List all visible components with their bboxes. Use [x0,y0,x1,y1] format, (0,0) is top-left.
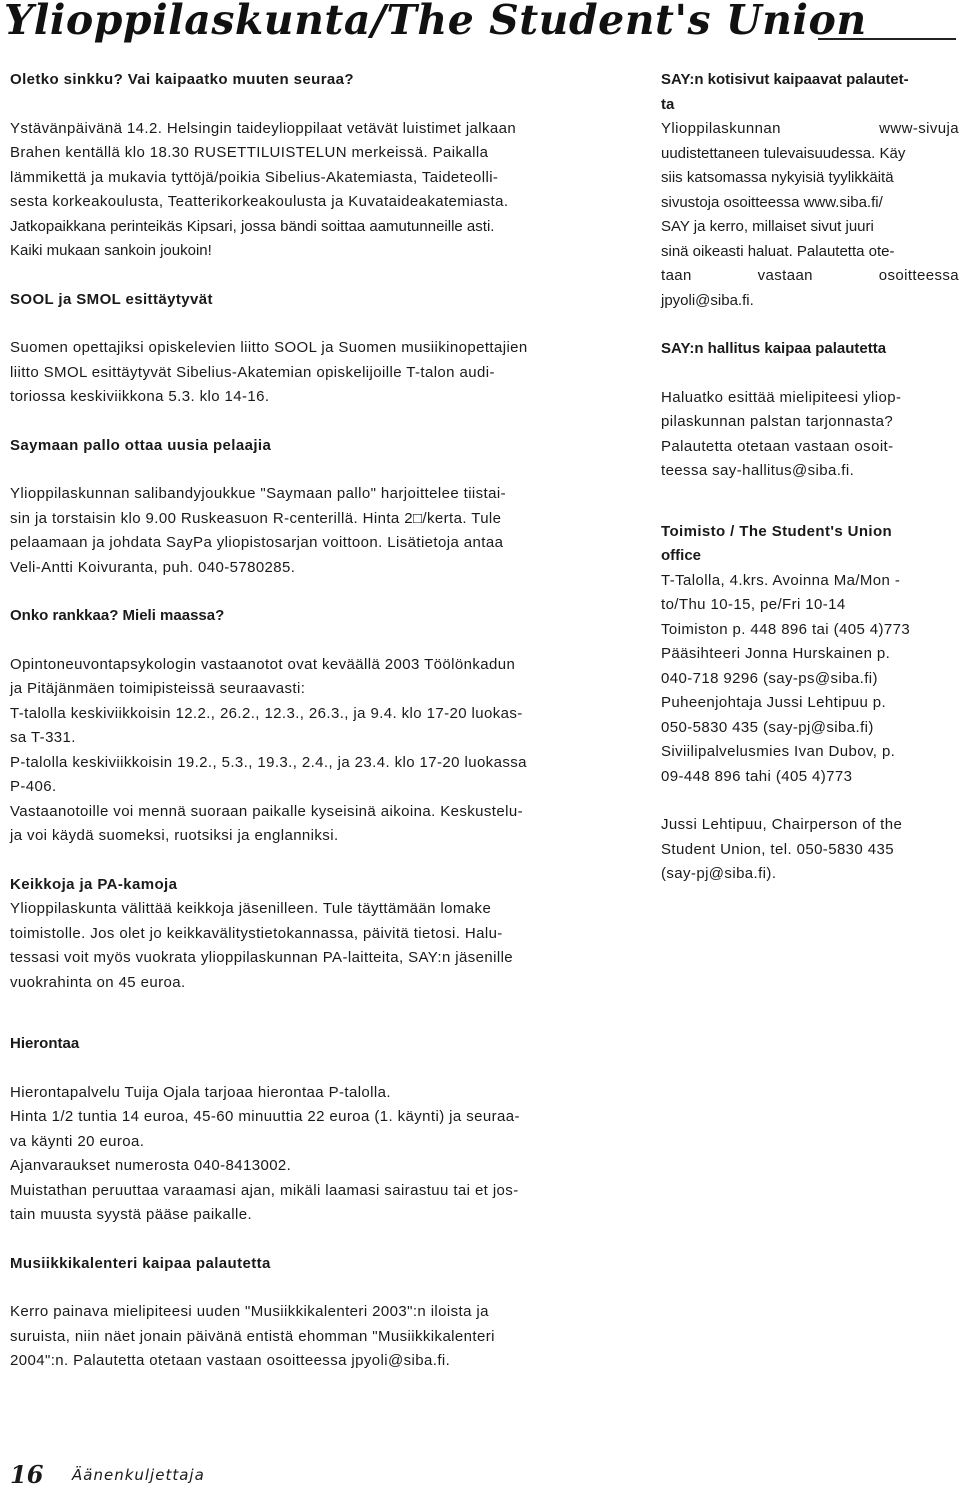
section-keikkoja [10,873,630,996]
right-column [661,68,959,887]
body-line: sinä oikeasti haluat. Palautetta ote- [661,242,895,260]
body-line: va käynti 20 euroa. [10,1132,145,1150]
title-rule [818,38,956,40]
body-line: toimistolle. Jos olet jo keikkavälitystietokannassa, päivitä tietosi. Halu- [10,924,503,942]
section-heading: ta [661,95,675,113]
section-chairperson [661,813,959,887]
section-heading: SAY:n hallitus kaipaa palautetta [661,340,887,357]
section-musiikkikalenteri [10,1252,630,1374]
body-line: Brahen kentällä klo 18.30 RUSETTILUISTELUN merkeissä. Paikalla [10,144,489,161]
body-line: Palautetta otetaan vastaan osoit- [661,437,894,455]
body-line: Student Union, tel. 050-5830 435 [661,840,894,858]
body-line: vuokrahinta on 45 euroa. [10,973,186,991]
section-heading: office [661,547,702,564]
body-line: Ylioppilaskunta välittää keikkoja jäsenilleen. Tule täyttämään lomake [10,900,492,917]
body-line: siis katsomassa nykyisiä tyylikkäitä [661,169,894,186]
section-toimisto [661,520,959,790]
body-line: Muistathan peruuttaa varaamasi ajan, mikäli laamasi sairastuu tai et jos- [10,1181,519,1199]
body-line: (say-pj@siba.fi). [661,865,777,882]
body-line: T-talolla keskiviikkoisin 12.2., 26.2., 12.3., 26.3., ja 9.4. klo 17-20 luokas- [10,704,523,722]
body-line: Ylioppilaskunnan www-sivuja [661,120,959,137]
section-kotisivut [661,68,959,313]
body-line: toriossa keskiviikkona 5.3. klo 14-16. [10,388,270,405]
body-line: Suomen opettajiksi opiskelevien liitto SOOL ja Suomen musiikinopettajien [10,339,528,356]
section-heading: Oletko sinkku? Vai kaipaatko muuten seuraa? [10,71,354,88]
section-heading: Toimisto / The Student's Union [661,522,893,540]
body-line: Kaiki mukaan sankoin joukoin! [10,242,212,259]
body-line: Siviilipalvelusmies Ivan Dubov, p. [661,743,896,760]
publication-name: Äänenkuljettaja [72,1466,205,1484]
body-line: P-406. [10,778,57,795]
body-line: Opintoneuvontapsykologin vastaanotot ovat keväällä 2003 Töölönkadun [10,655,516,673]
body-line: uudistettaneen tulevaisuudessa. Käy [661,144,906,162]
section-sinkku [10,68,630,264]
body-line: teessa say-hallitus@siba.fi. [661,462,855,479]
body-line: 2004":n. Palautetta otetaan vastaan osoitteessa jpyoli@siba.fi. [10,1352,451,1369]
body-line: SAY ja kerro, millaiset sivut juuri [661,218,874,235]
body-line: Hinta 1/2 tuntia 14 euroa, 45-60 minuuttia 22 euroa (1. käynti) ja seuraa- [10,1108,520,1125]
body-line: taan vastaan osoitteessa [661,267,959,284]
lower-sections [10,1032,630,1374]
body-line: Kerro painava mielipiteesi uuden "Musiikkikalenteri 2003":n iloista ja [10,1303,489,1320]
body-line: Ylioppilaskunnan salibandyjoukkue "Saymaan pallo" harjoittelee tiistai- [10,485,506,502]
body-line: 040-718 9296 (say-ps@siba.fi) [661,669,878,687]
page-title: Ylioppilaskunta/The Student's Union [4,0,867,44]
section-onko-rankkaa [10,604,630,849]
body-line: Toimiston p. 448 896 tai (405 4)773 [661,620,911,638]
section-hierontaa [10,1032,630,1228]
body-line: 09-448 896 tahi (405 4)773 [661,767,853,785]
section-sool [10,288,630,410]
body-line: tessasi voit myös vuokrata ylioppilaskunnan PA-laitteita, SAY:n jäsenille [10,949,514,966]
body-line: Veli-Antti Koivuranta, puh. 040-5780285. [10,558,296,576]
body-line: Jussi Lehtipuu, Chairperson of the [661,816,903,833]
body-line: pilaskunnan palstan tarjonnasta? [661,413,894,430]
body-line: Haluatko esittää mielipiteesi yliop- [661,388,902,406]
body-line: 050-5830 435 (say-pj@siba.fi) [661,718,874,736]
section-saymaan-pallo [10,434,630,581]
body-line: tain muusta syystä pääse paikalle. [10,1206,253,1223]
section-heading: Hierontaa [10,1035,80,1052]
body-line: sin ja torstaisin klo 9.00 Ruskeasuon R-centerillä. Hinta 2□/kerta. Tule [10,509,502,527]
body-line: sivustoja osoitteessa www.siba.fi/ [661,193,883,211]
section-heading: Saymaan pallo ottaa uusia pelaajia [10,436,272,454]
body-line: to/Thu 10-15, pe/Fri 10-14 [661,596,846,613]
body-line: liitto SMOL esittäytyvät Sibelius-Akatemian opiskelijoille T-talon audi- [10,363,495,381]
body-line: pelaamaan ja johdata SayPa yliopistosarjan voittoon. Lisätietoja antaa [10,534,504,551]
body-line: Ystävänpäivänä 14.2. Helsingin taideylioppilaat vetävät luistimet jalkaan [10,119,517,137]
body-line: Puheenjohtaja Jussi Lehtipuu p. [661,694,887,711]
section-heading: Onko rankkaa? Mieli maassa? [10,607,225,624]
body-line: jpyoli@siba.fi. [661,291,754,309]
section-heading: SAY:n kotisivut kaipaavat palautet- [661,71,909,88]
left-column [10,68,630,995]
page-number: 16 [10,1460,44,1489]
body-line: ja voi käydä suomeksi, ruotsiksi ja englanniksi. [10,827,339,844]
body-line: Vastaanotoille voi mennä suoraan paikalle kyseisinä aikoina. Keskustelu- [10,802,523,820]
body-line: sa T-331. [10,729,76,746]
body-line: Ajanvaraukset numerosta 040-8413002. [10,1157,292,1174]
body-line: lämmikettä ja mukavia tyttöjä/poikia Sibelius-Akatemiasta, Taideteolli- [10,168,499,186]
body-line: suruista, niin näet jonain päivänä entistä ehomman "Musiikkikalenteri [10,1327,495,1345]
section-heading: Keikkoja ja PA-kamoja [10,875,178,893]
section-heading: Musiikkikalenteri kaipaa palautetta [10,1254,271,1272]
body-line: ja Pitäjänmäen toimipisteissä seuraavasti: [10,680,306,697]
body-line: P-talolla keskiviikkoisin 19.2., 5.3., 19.3., 2.4., ja 23.4. klo 17-20 luokassa [10,753,527,771]
body-line: T-Talolla, 4.krs. Avoinna Ma/Mon - [661,571,901,589]
body-line: Jatkopaikkana perinteikäs Kipsari, jossa bändi soittaa aamutunneille asti. [10,217,495,235]
section-heading: SOOL ja SMOL esittäytyvät [10,290,213,308]
body-line: sesta korkeakoulusta, Teatterikorkeakoulusta ja Kuvataideakatemiasta. [10,193,509,210]
body-line: Hierontapalvelu Tuija Ojala tarjoaa hierontaa P-talolla. [10,1083,391,1101]
body-line: Pääsihteeri Jonna Hurskainen p. [661,645,891,662]
section-hallitus [661,337,959,484]
